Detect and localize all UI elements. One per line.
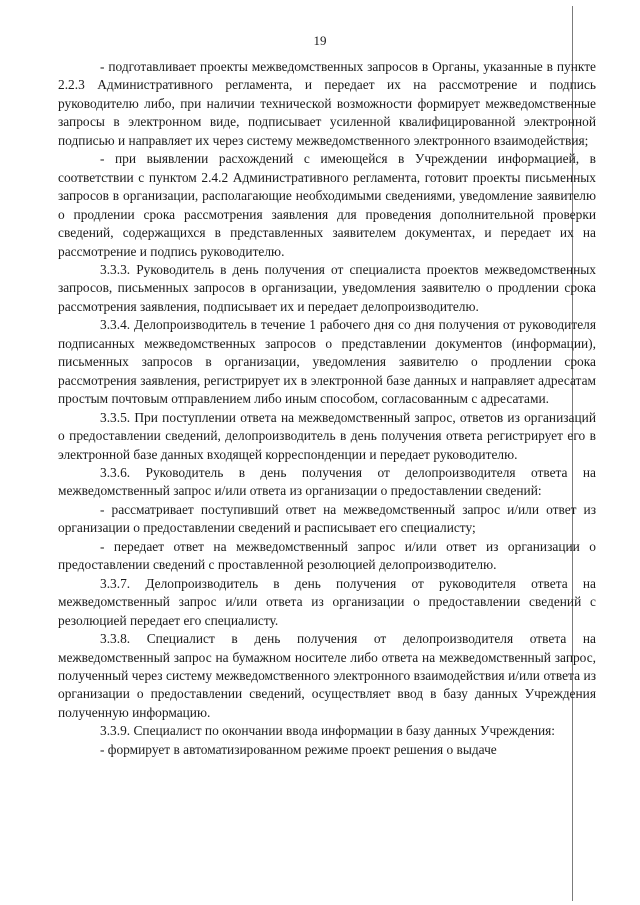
- paragraph-3-3-5: 3.3.5. При поступлении ответа на межведомственный запрос, ответов из организаций о предоставлении сведений, делопроизводитель в день получения ответа регистрирует его в электронной базе данных входящей корреспонденции и передает руководителю.: [58, 409, 596, 462]
- document-body: [58, 58, 596, 759]
- paragraph-form-decision: - формирует в автоматизированном режиме проект решения о выдаче: [100, 741, 497, 757]
- paragraph-3-3-3: 3.3.3. Руководитель в день получения от специалиста проектов межведомственных запросов, письменных запросов в организации, уведомления заявителю о продлении срока рассмотрения заявления, подписывает их и передает делопроизводителю.: [58, 261, 596, 314]
- paragraph-3-3-4: 3.3.4. Делопроизводитель в течение 1 рабочего дня со дня получения от руководителя подписанных межведомственных запросов о представлении документов (информации), письменных запросов в организации, уведомления заявителю о продлении срока рассмотрения заявления, регистрирует их в электронной базе данных и направляет адресатам простым почтовым отправлением либо иным способом, согласованным с адресатами.: [58, 317, 596, 407]
- paragraph-3-3-7: 3.3.7. Делопроизводитель в день получения от руководителя ответа на межведомственный запрос и/или ответа из организации о предоставлении сведений с резолюцией передает его специалисту.: [58, 575, 596, 628]
- page-number: 19: [313, 33, 327, 48]
- paragraph-3-3-6: 3.3.6. Руководитель в день получения от делопроизводителя ответа на межведомственный запрос и/или ответа из организации о предоставлении сведений:: [58, 464, 596, 499]
- paragraph-review-response: - рассматривает поступивший ответ на межведомственный запрос и/или ответ из организации о предоставлении сведений и расписывает его специалисту;: [58, 501, 596, 536]
- paragraph-pass-response: - передает ответ на межведомственный запрос и/или ответ из организации о предоставлении сведений с проставленной резолюцией делопроизводителю.: [58, 538, 596, 573]
- paragraph-discrepancies: - при выявлении расхождений с имеющейся в Учреждении информацией, в соответствии с пунктом 2.4.2 Административного регламента, готовит проекты письменных запросов в организации, располагающие необходимыми сведениями, уведомление заявителю о продлении срока рассмотрения заявления для проведения дополнительной проверки сведений, содержащихся в представленных заявителем документах, и передает их на рассмотрение и подпись руководителю.: [58, 151, 596, 259]
- paragraph-3-3-8: 3.3.8. Специалист в день получения от делопроизводителя ответа на межведомственный запрос на бумажном носителе либо ответа на межведомственный запрос, полученный через систему межведомственного электронного взаимодействия и/или ответа из организации о предоставлении сведений, осуществляет ввод в базу данных Учреждения полученную информацию.: [58, 631, 596, 720]
- paragraph-prepare-requests: - подготавливает проекты межведомственных запросов в Органы, указанные в пункте 2.2.3 Административного регламента, и передает их на рассмотрение и подпись руководителю либо, при наличии технической возможности формирует межведомственные запросы в электронном виде, подписывает усиленной квалифицированной электронной подписью и направляет их через систему межведомственного электронного взаимодействия;: [58, 59, 596, 148]
- paragraph-3-3-9: 3.3.9. Специалист по окончании ввода информации в базу данных Учреждения:: [100, 723, 556, 739]
